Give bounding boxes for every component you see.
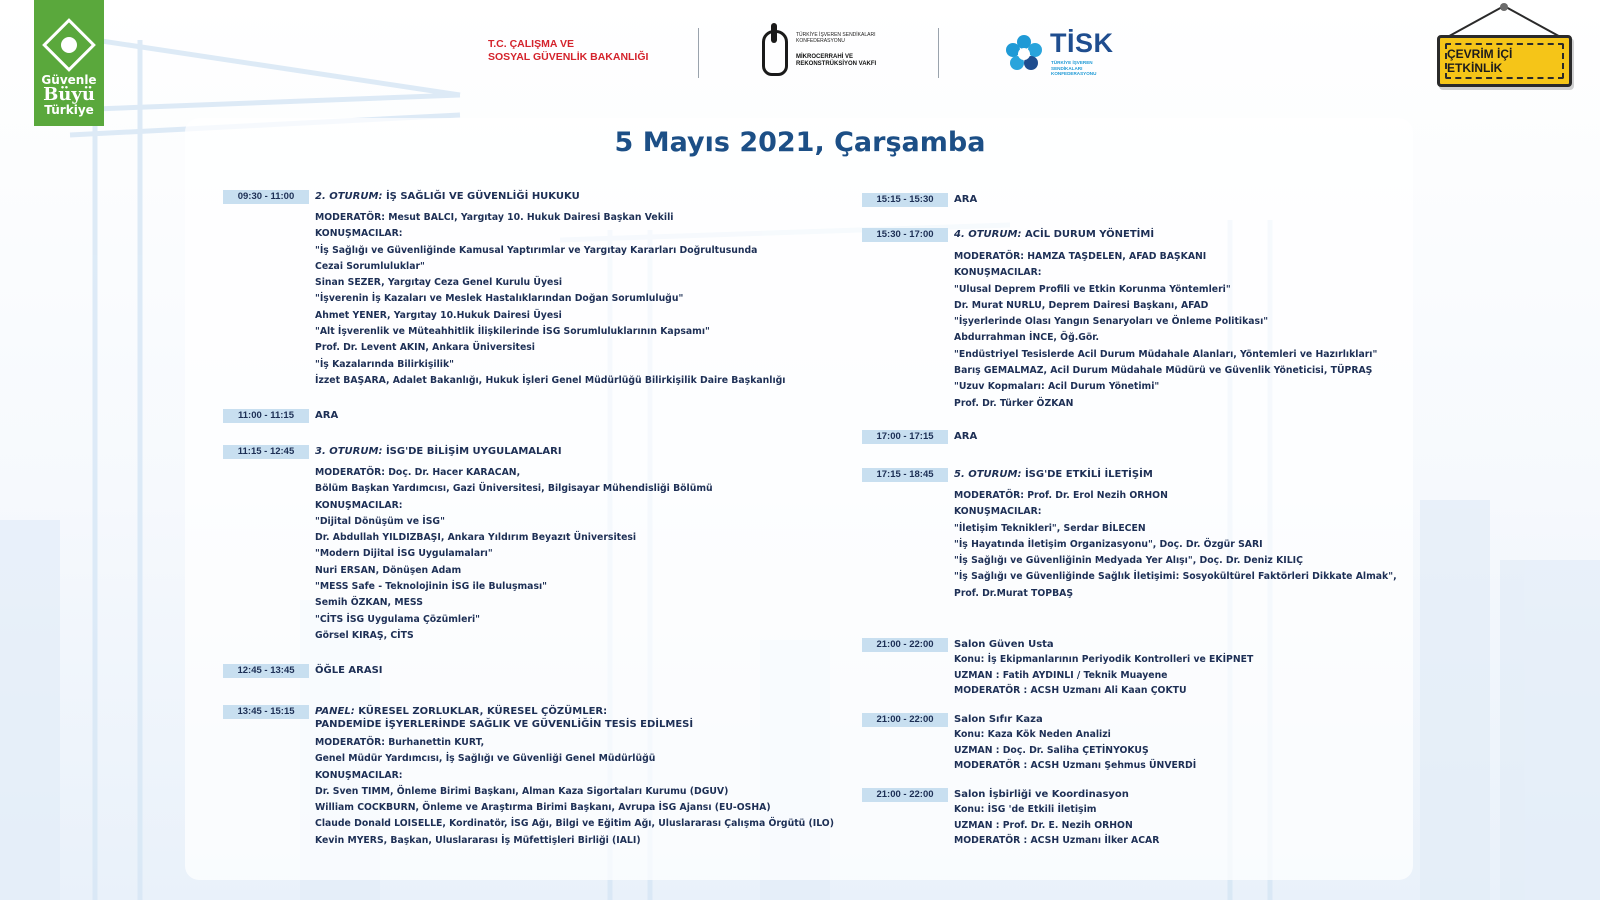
session-name: İŞ SAĞLIĞI VE GÜVENLİĞİ HUKUKU xyxy=(385,191,580,202)
session-title xyxy=(954,468,1153,482)
time-badge: 09:30 - 11:00 xyxy=(223,190,309,204)
session-details xyxy=(954,249,1494,412)
session-name: İSG'DE ETKİLİ İLETİŞİM xyxy=(1024,469,1153,480)
time-badge: 17:00 - 17:15 xyxy=(862,430,948,444)
time-badge: 15:30 - 17:00 xyxy=(862,228,948,242)
salon-details xyxy=(954,652,1494,699)
session-number: 4. OTURUM: xyxy=(954,229,1022,240)
time-badge: 12:45 - 13:45 xyxy=(223,664,309,678)
detail-line: "İş Kazalarında Bilirkişilik" xyxy=(315,358,454,370)
online-event-label: ÇEVRİM İÇİ ETKİNLİK xyxy=(1445,43,1564,79)
detail-line: "İşverenin İş Kazaları ve Meslek Hastalıklarından Doğan Sorumluluğu" xyxy=(315,293,684,305)
detail-line: "CİTS İSG Uygulama Çözümleri" xyxy=(315,613,480,625)
header-divider xyxy=(938,28,939,78)
session-number: 3. OTURUM: xyxy=(315,446,383,457)
detail-line: Ahmet YENER, Yargıtay 10.Hukuk Dairesi Üyesi xyxy=(315,309,562,321)
session-details xyxy=(954,488,1494,602)
detail-line: "İş Sağlığı ve Güvenliğinde Sağlık İletişimi: Sosyokültürel Faktörleri Dikkate Almak", xyxy=(954,571,1397,583)
online-event-badge xyxy=(1437,35,1572,87)
detail-line: "İş Hayatında İletişim Organizasyonu", Doç. Dr. Özgür SARI xyxy=(954,538,1263,550)
detail-line: Semih ÖZKAN, MESS xyxy=(315,597,423,609)
session-name: KÜRESEL ZORLUKLAR, KÜRESEL ÇÖZÜMLER: xyxy=(358,706,608,717)
logo-line-3: Türkiye xyxy=(44,103,94,117)
detail-line: Prof. Dr.Murat TOPBAŞ xyxy=(954,587,1074,599)
page-title: 5 Mayıs 2021, Çarşamba xyxy=(614,127,986,158)
guvenle-buyu-turkiye-logo xyxy=(34,0,104,126)
detail-line: MODERATÖR: Mesut BALCI, Yargıtay 10. Hukuk Dairesi Başkan Vekili xyxy=(315,212,674,223)
session-title xyxy=(315,445,562,459)
salon-title: Salon İşbirliği ve Koordinasyon xyxy=(954,789,1129,800)
detail-line: MODERATÖR: HAMZA TAŞDELEN, AFAD BAŞKANI xyxy=(954,251,1207,262)
session-number: PANEL: xyxy=(315,706,355,717)
detail-line: "İşyerlerinde Olası Yangın Senaryoları ve Önleme Politikası" xyxy=(954,316,1269,328)
session-details xyxy=(315,735,855,849)
break-title: ARA xyxy=(954,194,978,205)
detail-line: Nuri ERSAN, Dönüşen Adam xyxy=(315,564,462,576)
session-number: 5. OTURUM: xyxy=(954,469,1022,480)
session-title xyxy=(315,705,693,731)
detail-line: Sinan SEZER, Yargıtay Ceza Genel Kurulu Üyesi xyxy=(315,277,563,289)
detail-line: "İş Sağlığı ve Güvenliğinde Kamusal Yaptırımlar ve Yargıtay Kararları Doğrultusunda xyxy=(315,244,758,256)
session-subtitle: PANDEMİDE İŞYERLERİNDE SAĞLIK VE GÜVENLİĞİN TESİS EDİLMESİ xyxy=(315,719,694,730)
mrv-top-text: TÜRKİYE İŞVEREN SENDİKALARI KONFEDERASYONU xyxy=(796,32,876,44)
detail-line: MODERATÖR : ACSH Uzmanı İlker ACAR xyxy=(954,835,1160,847)
detail-line: Claude Donald LOISELLE, Kordinatör, İSG Ağı, Bilgi ve Eğitim Ağı, Uluslararası Çalışma Örgütü (ILO) xyxy=(315,818,834,830)
tisk-flower-icon xyxy=(1002,32,1046,76)
session-details xyxy=(315,210,855,389)
mrv-name: MİKROCERRAHİ VE REKONSTRÜKSİYON VAKFI xyxy=(796,54,877,67)
mrv-hand-icon xyxy=(762,30,788,76)
detail-line: Prof. Dr. Levent AKIN, Ankara Üniversitesi xyxy=(315,342,535,354)
ministry-logo xyxy=(488,38,678,64)
detail-line: "Dijital Dönüşüm ve İSG" xyxy=(315,515,445,527)
detail-line: UZMAN : Fatih AYDINLI / Teknik Muayene xyxy=(954,669,1168,681)
detail-line: MODERATÖR: Doç. Dr. Hacer KARACAN, xyxy=(315,467,521,478)
salon-details xyxy=(954,802,1494,849)
time-badge: 21:00 - 22:00 xyxy=(862,638,948,652)
time-badge: 21:00 - 22:00 xyxy=(862,713,948,727)
detail-line: Kevin MYERS, Başkan, Uluslararası İş Müfettişleri Birliği (IALI) xyxy=(315,834,641,846)
time-badge: 13:45 - 15:15 xyxy=(223,705,309,719)
detail-line: "Uzuv Kopmaları: Acil Durum Yönetimi" xyxy=(954,381,1160,393)
detail-line: "Ulusal Deprem Profili ve Etkin Korunma Yöntemleri" xyxy=(954,283,1231,295)
tisk-subtitle: TÜRKİYE İŞVEREN SENDİKALARI KONFEDERASYONU xyxy=(1051,60,1097,76)
detail-line: Abdurrahman İNCE, Öğ.Gör. xyxy=(954,332,1100,344)
detail-line: KONUŞMACILAR: xyxy=(315,769,403,781)
session-number: 2. OTURUM: xyxy=(315,191,383,202)
detail-line: UZMAN : Doç. Dr. Saliha ÇETİNYOKUŞ xyxy=(954,744,1149,756)
detail-line: KONUŞMACILAR: xyxy=(315,499,403,511)
logo-wordmark xyxy=(34,74,104,116)
break-title: ARA xyxy=(315,410,339,421)
detail-line: "Alt İşverenlik ve Müteahhitlik İlişkilerinde İSG Sorumluluklarının Kapsamı" xyxy=(315,326,710,338)
detail-line: Genel Müdür Yardımcısı, İş Sağlığı ve Güvenliği Genel Müdürlüğü xyxy=(315,753,656,765)
time-badge: 11:15 - 12:45 xyxy=(223,445,309,459)
detail-line: Bölüm Başkan Yardımcısı, Gazi Üniversitesi, Bilgisayar Mühendisliği Bölümü xyxy=(315,483,713,495)
detail-line: Görsel KIRAŞ, CİTS xyxy=(315,629,414,641)
detail-line: Konu: İSG 'de Etkili İletişim xyxy=(954,804,1097,815)
detail-line: MODERATÖR: Prof. Dr. Erol Nezih ORHON xyxy=(954,490,1168,501)
logo-line-1: Güvenle xyxy=(41,73,97,87)
salon-title: Salon Güven Usta xyxy=(954,639,1054,650)
detail-line: "İletişim Teknikleri", Serdar BİLECEN xyxy=(954,522,1146,534)
detail-line: KONUŞMACILAR: xyxy=(315,228,403,240)
time-badge: 17:15 - 18:45 xyxy=(862,468,948,482)
detail-line: "İş Sağlığı ve Güvenliğinin Medyada Yer Alışı", Doç. Dr. Deniz KILIÇ xyxy=(954,555,1303,567)
detail-line: MODERATÖR: Burhanettin KURT, xyxy=(315,737,485,748)
session-details xyxy=(315,465,855,644)
detail-line: KONUŞMACILAR: xyxy=(954,506,1042,518)
detail-line: MODERATÖR : ACSH Uzmanı Şehmus ÜNVERDİ xyxy=(954,760,1197,772)
ministry-line-2: SOSYAL GÜVENLİK BAKANLIĞI xyxy=(488,51,649,63)
time-badge: 21:00 - 22:00 xyxy=(862,788,948,802)
detail-line: MODERATÖR : ACSH Uzmanı Ali Kaan ÇOKTU xyxy=(954,685,1187,697)
detail-line: Dr. Murat NURLU, Deprem Dairesi Başkanı, AFAD xyxy=(954,299,1209,311)
session-title xyxy=(315,190,580,204)
detail-line: Dr. Sven TIMM, Önleme Birimi Başkanı, Alman Kaza Sigortaları Kurumu (DGUV) xyxy=(315,785,729,797)
session-name: İSG'DE BİLİŞİM UYGULAMALARI xyxy=(385,446,562,457)
detail-line: UZMAN : Prof. Dr. E. Nezih ORHON xyxy=(954,819,1133,831)
detail-line: Cezai Sorumluluklar" xyxy=(315,260,425,272)
detail-line: "Modern Dijital İSG Uygulamaları" xyxy=(315,548,493,560)
salon-details xyxy=(954,727,1494,774)
detail-line: İzzet BAŞARA, Adalet Bakanlığı, Hukuk İşleri Genel Müdürlüğü Bilirkişilik Daire Başkanlığı xyxy=(315,374,786,386)
session-name: ACİL DURUM YÖNETİMİ xyxy=(1024,229,1155,240)
header-divider xyxy=(698,28,699,78)
salon-title: Salon Sıfır Kaza xyxy=(954,714,1043,725)
ministry-line-1: T.C. ÇALIŞMA VE xyxy=(488,38,574,50)
detail-line: "Endüstriyel Tesislerde Acil Durum Müdahale Alanları, Yöntemleri ve Hazırlıkları" xyxy=(954,348,1378,360)
logo-line-2: Büyü xyxy=(43,84,95,105)
detail-line: Konu: İş Ekipmanlarının Periyodik Kontrolleri ve EKİPNET xyxy=(954,654,1254,665)
detail-line: Barış GEMALMAZ, Acil Durum Müdahale Müdürü ve Güvenlik Yöneticisi, TÜPRAŞ xyxy=(954,365,1373,377)
detail-line: Prof. Dr. Türker ÖZKAN xyxy=(954,397,1074,409)
diamond-emblem-icon xyxy=(42,18,96,72)
detail-line: William COCKBURN, Önleme ve Araştırma Birimi Başkanı, Avrupa İSG Ajansı (EU-OSHA) xyxy=(315,802,771,814)
detail-line: "MESS Safe - Teknolojinin İSG ile Buluşması" xyxy=(315,581,548,593)
detail-line: Konu: Kaza Kök Neden Analizi xyxy=(954,729,1111,740)
time-badge: 11:00 - 11:15 xyxy=(223,409,309,423)
break-title: ARA xyxy=(954,431,978,442)
break-title: ÖĞLE ARASI xyxy=(315,665,383,676)
tisk-name: TİSK xyxy=(1050,28,1114,58)
detail-line: KONUŞMACILAR: xyxy=(954,267,1042,279)
time-badge: 15:15 - 15:30 xyxy=(862,193,948,207)
detail-line: Dr. Abdullah YILDIZBAŞI, Ankara Yıldırım Beyazıt Üniversitesi xyxy=(315,532,637,544)
session-title xyxy=(954,228,1154,242)
